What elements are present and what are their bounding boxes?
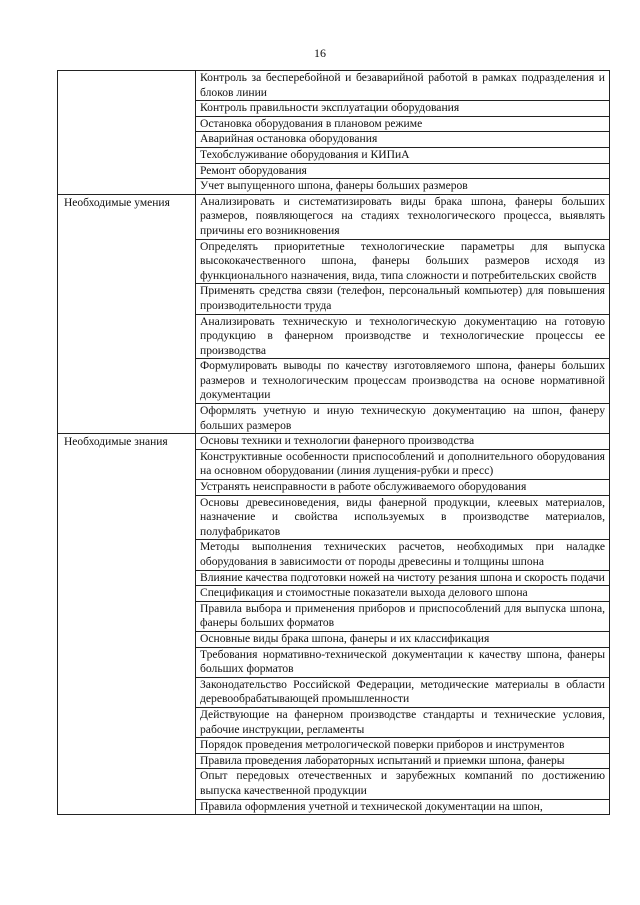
requirement-item: Устранять неисправности в работе обслуживаемого оборудования (196, 480, 609, 496)
requirement-item: Опыт передовых отечественных и зарубежных компаний по достижению выпуска качественной продукции (196, 769, 609, 799)
requirement-item: Порядок проведения метрологической поверки приборов и инструментов (196, 738, 609, 754)
requirement-item: Требования нормативно-технической документации к качеству шпона, фанеры больших форматов (196, 648, 609, 678)
requirement-item: Основные виды брака шпона, фанеры и их классификация (196, 632, 609, 648)
requirement-item: Учет выпущенного шпона, фанеры больших размеров (200, 179, 468, 193)
requirement-item: Основы техники и технологии фанерного производства (196, 434, 609, 450)
section-label: Необходимые знания (58, 434, 196, 815)
requirement-item: Определять приоритетные технологические параметры для выпуска высококачественного шпона, фанеры больших размеров исходя из функционального назначения, вида, типа сложности и потребительских свойств (196, 240, 609, 285)
requirements-table (57, 70, 610, 815)
requirement-item: Правила выбора и применения приборов и приспособлений для выпуска шпона, фанеры больших форматов (196, 602, 609, 632)
requirement-item: Основы древесиноведения, виды фанерной продукции, клеевых материалов, назначение и свойства используемых в производстве материалов, полуфабрикатов (196, 496, 609, 541)
requirement-item: Контроль за бесперебойной и безаварийной работой в рамках подразделения и блоков линии (196, 71, 609, 101)
requirement-item: Анализировать и систематизировать виды брака шпона, фанеры больших размеров, появляющегося на стадиях технологического процесса, выявлять причины его возникновения (196, 195, 609, 240)
requirement-item: Методы выполнения технических расчетов, необходимых при наладке оборудования в зависимости от породы древесины и толщины шпона (196, 540, 609, 570)
section-label: Необходимые умения (58, 194, 196, 434)
section-label (58, 71, 196, 195)
requirement-item: Применять средства связи (телефон, персональный компьютер) для повышения производительности труда (196, 284, 609, 314)
requirement-item: Конструктивные особенности приспособлений и дополнительного оборудования на основном оборудовании (линия лущения-рубки и пресс) (196, 450, 609, 480)
page-number: 16 (314, 46, 326, 60)
requirement-item: Спецификация и стоимостные показатели выхода делового шпона (196, 586, 609, 602)
requirement-item: Влияние качества подготовки ножей на чистоту резания шпона и скорость подачи (196, 571, 609, 587)
requirement-item: Остановка оборудования в плановом режиме (196, 117, 609, 133)
requirement-item: Правила проведения лабораторных испытаний и приемки шпона, фанеры (196, 754, 609, 770)
requirement-item: Анализировать техническую и технологическую документацию на готовую продукцию в фанерном производстве и технологические процессы ее производства (196, 315, 609, 360)
requirement-item: Техобслуживание оборудования и КИПиА (196, 148, 609, 164)
requirement-item: Законодательство Российской Федерации, методические материалы в области деревообрабатывающей промышленности (196, 678, 609, 708)
section-items (196, 194, 610, 434)
section-items (196, 434, 610, 815)
requirement-item: Правила оформления учетной и технической документации на шпон, (200, 799, 543, 813)
requirement-item: Оформлять учетную и иную техническую документацию на шпон, фанеру больших размеров (200, 404, 605, 432)
requirement-item: Аварийная остановка оборудования (196, 132, 609, 148)
table-section-row (58, 71, 610, 195)
section-items (196, 71, 610, 195)
requirement-item: Действующие на фанерном производстве стандарты и технические условия, рабочие инструкции, регламенты (196, 708, 609, 738)
table-section-row (58, 434, 610, 815)
requirement-item: Контроль правильности эксплуатации оборудования (196, 101, 609, 117)
requirement-item: Ремонт оборудования (196, 164, 609, 180)
table-section-row (58, 194, 610, 434)
requirement-item: Формулировать выводы по качеству изготовляемого шпона, фанеры больших размеров и технологическим процессам производства на основе нормативной документации (196, 359, 609, 404)
